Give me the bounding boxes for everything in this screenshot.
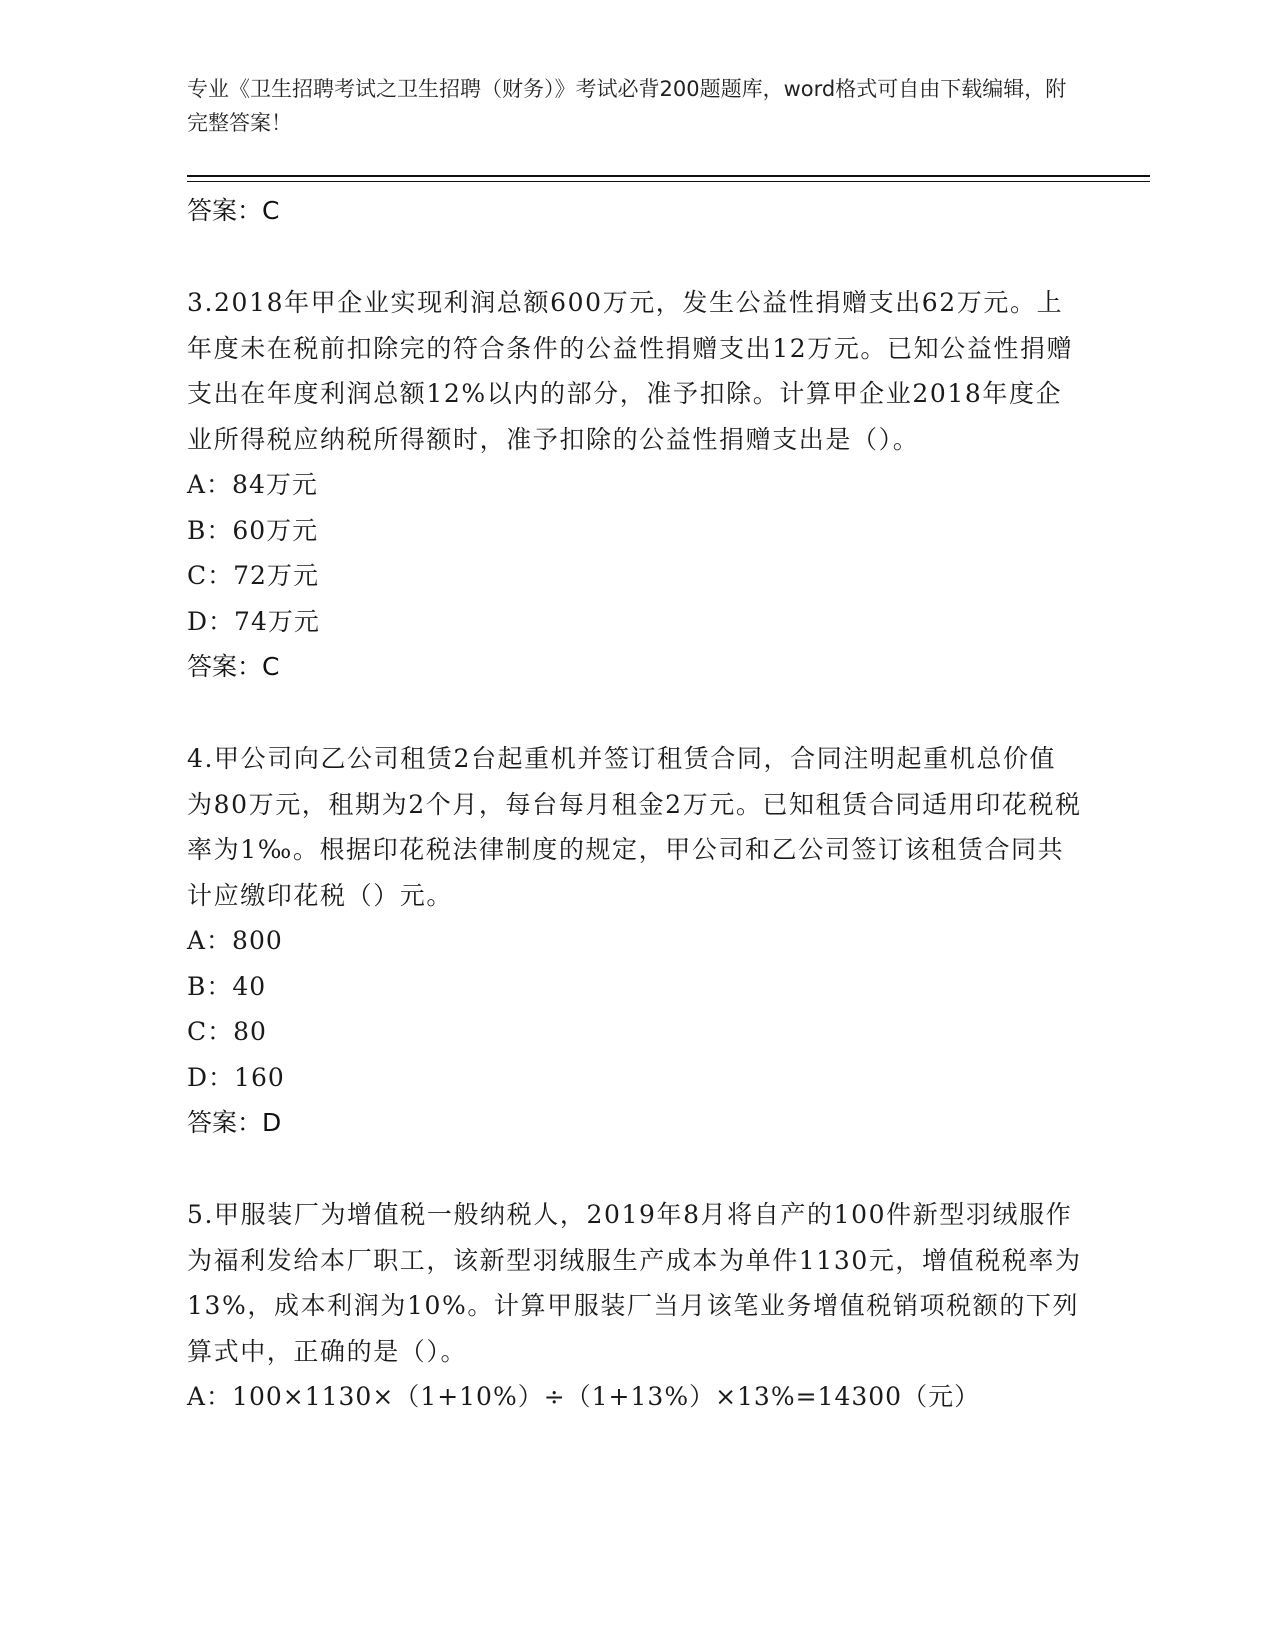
spacer	[187, 234, 1087, 280]
question-text: 5.甲服装厂为增值税一般纳税人，2019年8月将自产的100件新型羽绒服作为福利发给本厂职工，该新型羽绒服生产成本为单件1130元，增值税税率为13%，成本利润为10%。计算甲服装厂当月该笔业务增值税销项税额的下列算式中，正确的是（）。	[187, 1200, 1082, 1366]
option-c: C：80	[187, 1017, 267, 1046]
answer-line: 答案：C	[187, 196, 280, 225]
option-b: B：40	[187, 971, 267, 1001]
option-b: B：60万元	[187, 515, 319, 545]
page-header: 专业《卫生招聘考试之卫生招聘（财务）》考试必背200题题库，word格式可自由下载编辑，附完整答案！	[187, 77, 1067, 135]
answer-line: 答案：C	[187, 652, 280, 681]
option-c: C：72万元	[187, 561, 319, 590]
question-text: 4.甲公司向乙公司租赁2台起重机并签订租赁合同，合同注明起重机总价值为80万元，租期为2个月，每台每月租金2万元。已知租赁合同适用印花税税率为1‰。根据印花税法律制度的规定，甲公司和乙公司签订该租赁合同共计应缴印花税（）元。	[187, 744, 1082, 910]
option-a: A：84万元	[187, 470, 318, 499]
question-list	[187, 188, 1087, 1420]
spacer	[187, 1146, 1087, 1192]
option-d: D：74万元	[187, 606, 320, 636]
question-text: 3.2018年甲企业实现利润总额600万元，发生公益性捐赠支出62万元。上年度未在税前扣除完的符合条件的公益性捐赠支出12万元。已知公益性捐赠支出在年度利润总额12%以内的部分，准予扣除。计算甲企业2018年度企业所得税应纳税所得额时，准予扣除的公益性捐赠支出是（）。	[187, 288, 1074, 454]
question-block-4	[187, 736, 1087, 1146]
question-block-5	[187, 1192, 1087, 1420]
option-a: A：100×1130×（1+10%）÷（1+13%）×13%=14300（元）	[187, 1382, 981, 1411]
header-divider-thick	[187, 175, 1150, 177]
spacer	[187, 690, 1087, 736]
question-block-3	[187, 280, 1087, 690]
option-a: A：800	[187, 926, 283, 955]
answer-line: 答案：D	[187, 1108, 282, 1137]
option-d: D：160	[187, 1062, 285, 1092]
header-divider-thin	[187, 181, 1150, 182]
